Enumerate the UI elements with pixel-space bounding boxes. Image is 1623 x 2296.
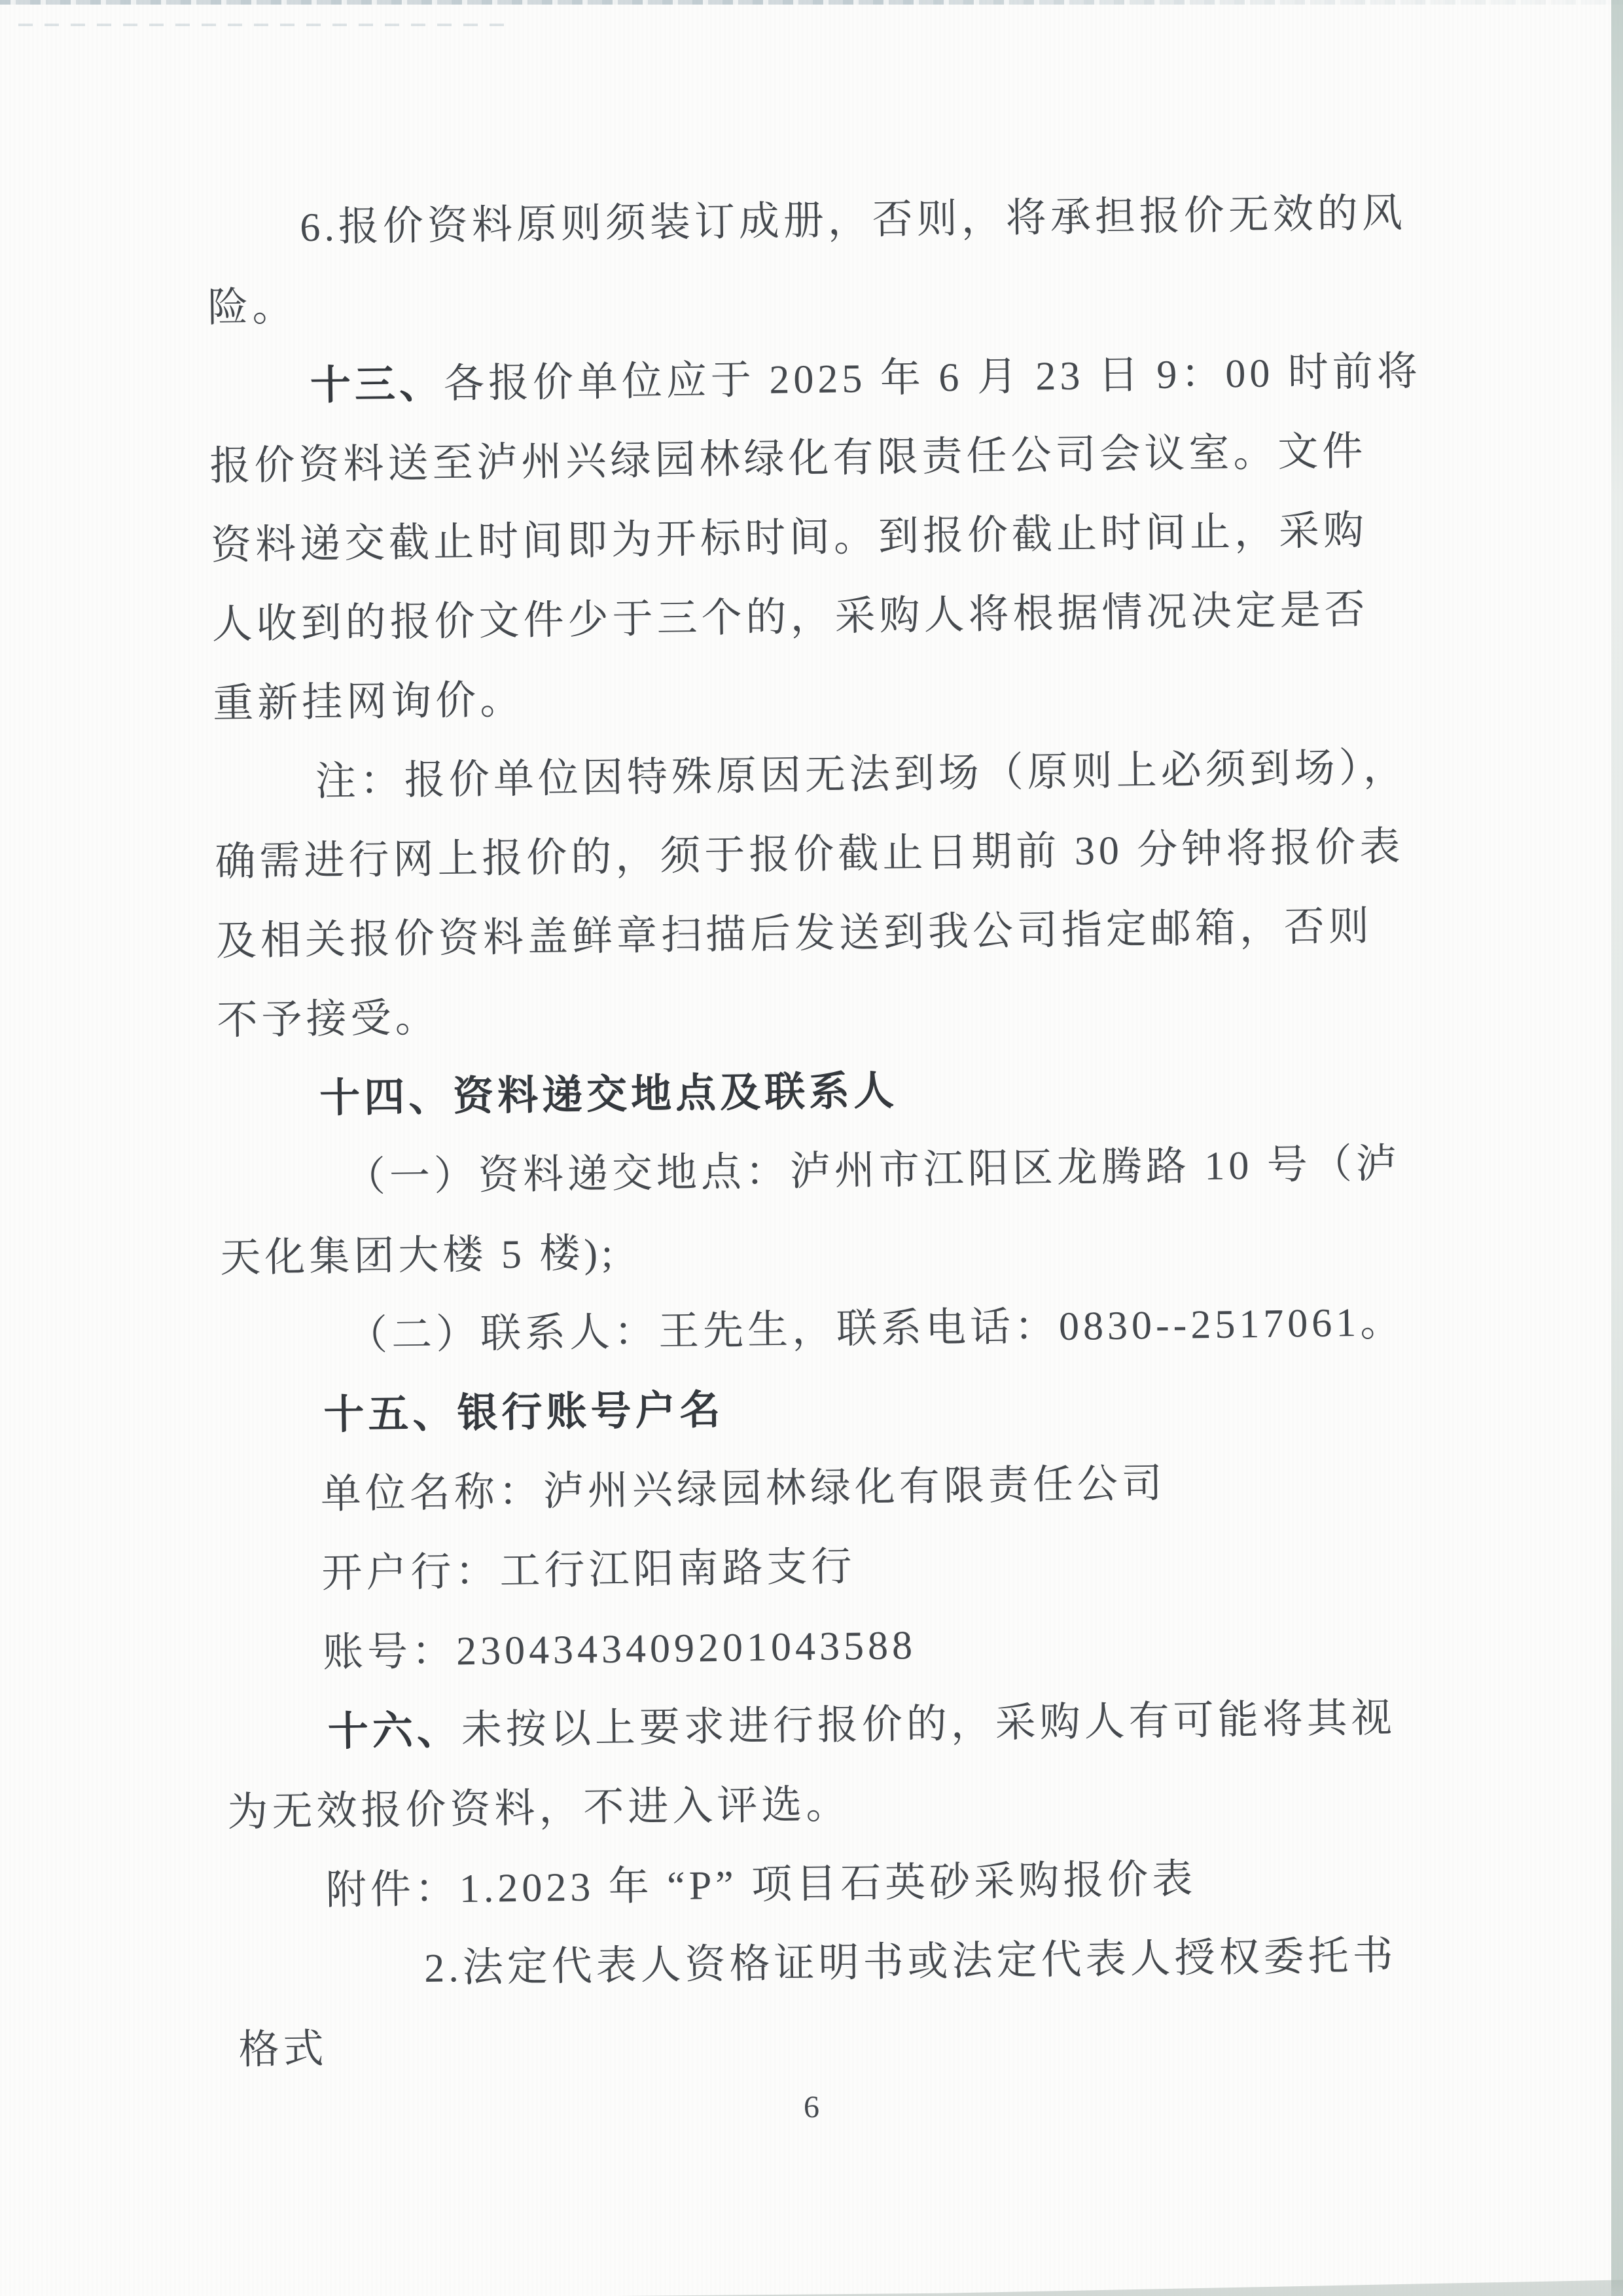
list-ordinal: 十六、 (327, 1708, 462, 1755)
text-line: 单位名称：泸州兴绿园林绿化有限责任公司 (320, 1461, 1167, 1517)
scan-edge-right-artifact (1611, 0, 1623, 2296)
text-line: 十五、银行账号户名 (323, 1388, 724, 1438)
text-line: 天化集团大楼 5 楼); (219, 1230, 617, 1281)
text-line: 格式 (238, 2026, 329, 2073)
page-number: 6 (804, 2090, 819, 2125)
text-line: 为无效报价资料，不进入评选。 (227, 1782, 851, 1835)
text-line: 开户行：工行江阳南路支行 (321, 1545, 856, 1596)
text-line: 十六、未按以上要求进行报价的，采购人有可能将其视 (327, 1696, 1397, 1755)
list-ordinal: 十三、 (310, 362, 444, 408)
text-line: 资料递交截止时间即为开标时间。到报价截止时间止，采购 (210, 508, 1368, 568)
text-line: 重新挂网询价。 (212, 677, 525, 726)
text-line: 附件：1.2023 年 “P” 项目石英砂采购报价表 (325, 1857, 1197, 1913)
scan-edge-bottom-artifact (0, 2276, 1623, 2296)
text-line: 2.法定代表人资格证明书或法定代表人授权委托书 (423, 1933, 1398, 1991)
text-block (206, 174, 1443, 2090)
text-line: 人收到的报价文件少于三个的，采购人将根据情况决定是否 (211, 587, 1370, 647)
text-line: 及相关报价资料盖鲜章扫描后发送到我公司指定邮箱，否则 (215, 904, 1374, 964)
text-line: 十三、各报价单位应于 2025 年 6 月 23 日 9：00 时前将 (310, 349, 1422, 408)
text-line: 险。 (207, 285, 297, 331)
text-line: 账号：2304343409201043588 (322, 1623, 917, 1676)
text-line: （二）联系人：王先生，联系电话：0830--2517061。 (346, 1300, 1405, 1359)
scan-edge-top-artifact (0, 0, 1623, 5)
text-line: 确需进行网上报价的，须于报价截止日期前 30 分钟将报价表 (215, 825, 1404, 885)
text-line: （一）资料递交地点：泸州市江阳区龙腾路 10 号（泸 (344, 1141, 1401, 1200)
text-line: 十四、资料递交地点及联系人 (319, 1069, 899, 1121)
text-line: 注：报价单位因特殊原因无法到场（原则上必须到场）， (315, 745, 1408, 804)
text-line: 6.报价资料原则须装订成册，否则，将承担报价无效的风 (299, 191, 1407, 251)
scan-edge-top-artifact-2 (18, 24, 516, 26)
text-line: 报价资料送至泸州兴绿园林绿化有限责任公司会议室。文件 (209, 429, 1367, 489)
list-ordinal: 十四、 (319, 1075, 454, 1121)
text-line: 不予接受。 (217, 996, 440, 1043)
list-ordinal: 十五、 (323, 1391, 457, 1438)
